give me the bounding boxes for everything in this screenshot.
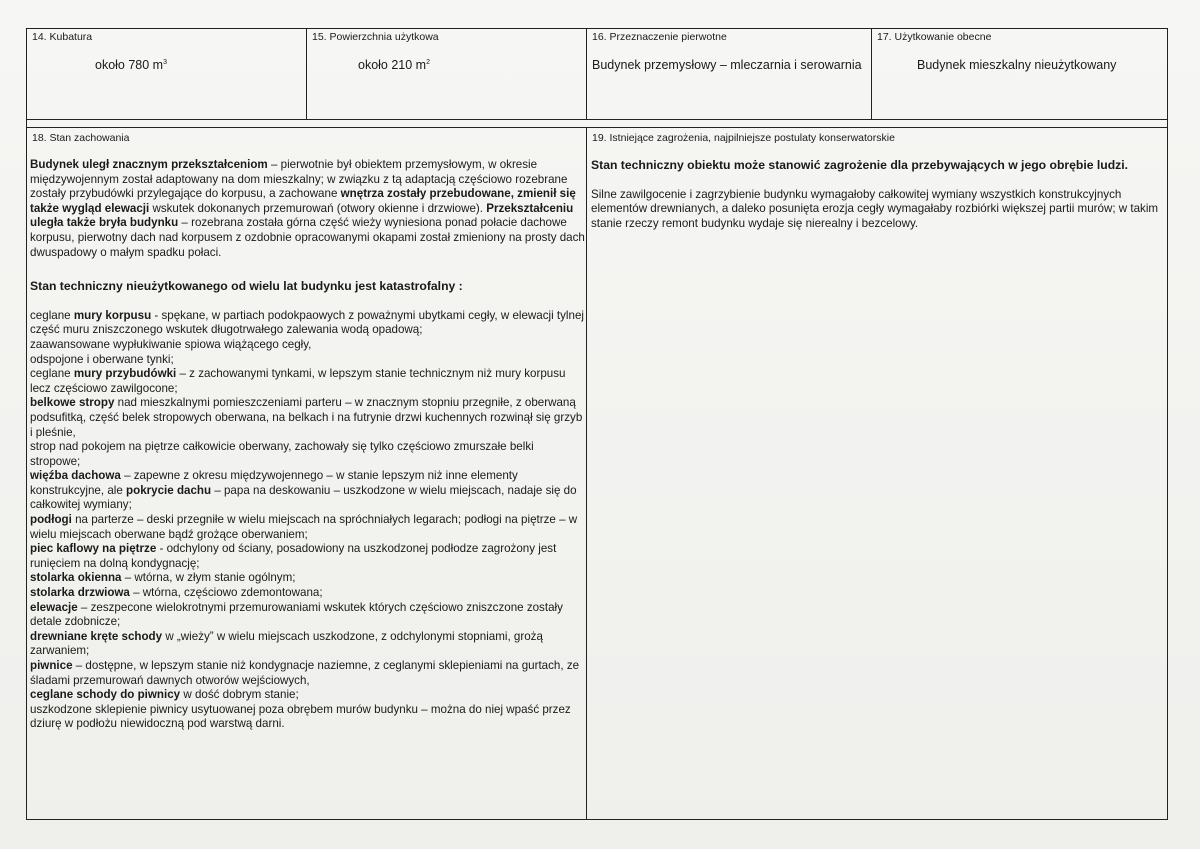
bold-term: Przekształceniu uległa także bryła budynku xyxy=(30,201,574,230)
bold-term: elewacje xyxy=(30,600,78,614)
bold-term: piwnice xyxy=(30,659,73,672)
condition-list xyxy=(30,309,586,732)
text-run: zaawansowane wypłukiwanie spiowa wiążącego cegły, xyxy=(30,337,312,351)
text-run: – wtórna, częściowo zdemontowana; xyxy=(129,586,323,600)
list-item xyxy=(30,659,586,688)
bold-term: ceglane schody do piwnicy xyxy=(30,688,181,702)
list-item xyxy=(30,571,586,586)
list-item xyxy=(30,630,586,659)
text-run: – rozebrana została górna część wieży wyniesiona ponad połacie dachowe korpusu, pierwotny dach nad korpusem z ozdobnie opracowanymi okapami został zmieniony na prosty dach dwuspadowy o małym spadku połaci. xyxy=(30,216,585,259)
list-item xyxy=(30,367,586,396)
field-value: około 210 $m^2$ xyxy=(358,58,431,72)
section18-body xyxy=(30,158,586,732)
text-run: uszkodzone sklepienie piwnicy usytuowanej poza obrębem murów budynku – można do niej wpaść przez dziurę w podłożu niewidoczną pod warstwą darni. xyxy=(30,702,571,731)
bold-term: drewniane kręte schody xyxy=(30,629,163,643)
divider-18-19 xyxy=(586,127,587,819)
list-item xyxy=(30,513,586,542)
cell-kubatura xyxy=(26,28,306,119)
list-item xyxy=(30,586,586,601)
bold-term: podłogi xyxy=(30,513,72,527)
bold-term: Budynek uległ znacznym przekształceniom xyxy=(30,158,268,171)
field-label: 14. Kubatura xyxy=(32,31,93,43)
threat-paragraph: Silne zawilgocenie i zagrzybienie budynku wymagałoby całkowitej wymiany wszystkich konstrukcyjnych elementów drewnianych, a daleko posunięta erozja cegły wymagałaby rozbiórki większej partii murów; w takim stanie rzeczy remont budynku wydaje się nierealny i bezcelowy. xyxy=(591,187,1159,230)
text-run: – pierwotnie był obiektem przemysłowym, w okresie międzywojennym został adaptowany na dom mieszkalny; w związku z tą adaptacją częściowo rozebrane zostały przybudówki przylegające do korpusu, a zachowane xyxy=(30,158,568,201)
text-run: – dostępne, w lepszym stanie niż kondygnacje naziemne, z ceglanymi sklepieniami na gurtach, ze śladami przemurowań dawnych otworów wejściowych, xyxy=(30,659,580,687)
text-run: w „wieży” w wielu miejscach uszkodzone, z odchylonymi stopniami, grożą zarwaniem; xyxy=(30,629,543,658)
threat-heading: Stan techniczny obiektu może stanowić zagrożenie dla przebywających w jego obrębie ludzi. xyxy=(591,158,1129,172)
cell-uzytkowanie xyxy=(871,28,1167,119)
text-run: – wtórna, w złym stanie ogólnym; xyxy=(121,571,296,585)
table-bottom-border xyxy=(26,819,1168,820)
field-value: Budynek mieszkalny nieużytkowany xyxy=(917,58,1117,72)
text-run: ceglane xyxy=(30,367,74,381)
bold-term: mury korpusu xyxy=(73,308,152,322)
bold-term: wnętrza zostały przebudowane, zmienił się także wygląd elewacji xyxy=(30,187,576,215)
text-run: ceglane xyxy=(30,308,74,322)
text-run: wskutek dokonanych przemurowań (otwory okienne i drzwiowe). xyxy=(149,201,487,215)
field-value: około 780 $m^3$ xyxy=(95,58,168,72)
text-run: w dość dobrym stanie; xyxy=(180,688,299,702)
list-item xyxy=(30,309,586,338)
condition-heading: Stan techniczny nieużytkowanego od wielu lat budynku jest katastrofalny : xyxy=(30,279,463,294)
section18-label: 18. Stan zachowania xyxy=(32,132,130,144)
text-run: na parterze – deski przegniłe w wielu miejscach na spróchniałych legarach; podłogi na piętrze – w wielu miejscach oberwane bądź grożące oberwaniem; xyxy=(30,513,578,541)
text-run: strop nad pokojem na piętrze całkowicie oberwany, zachowały się tylko częściowo zmurszałe belki stropowe; xyxy=(30,440,534,468)
list-item xyxy=(30,601,586,630)
intro-paragraph xyxy=(30,158,586,260)
list-item xyxy=(30,688,586,703)
bold-term: stolarka drzwiowa xyxy=(30,586,130,600)
list-item xyxy=(30,353,586,368)
bold-term: stolarka okienna xyxy=(30,571,122,585)
bold-term: belkowe stropy xyxy=(30,396,115,410)
right-border xyxy=(1167,28,1168,819)
text-run: - spękane, w partiach podokpaowych z poważnymi ubytkami cegły, w elewacji tylnej część muru zniszczonego wskutek długotrwałego zalewania wodą opadową; xyxy=(30,308,584,337)
text-run: nad mieszkalnymi pomieszczeniami parteru – w znacznym stopniu przegniłe, z oberwaną podsufitką, część belek stropowych oberwana, na belkach i na futrynie drzwi kuchennych rozwinął się grzyb i pleśnie, xyxy=(30,396,583,439)
left-border xyxy=(26,28,27,819)
list-item xyxy=(30,469,586,513)
cell-przeznaczenie xyxy=(586,28,871,119)
bold-term: więźba dachowa xyxy=(30,469,121,483)
row2-top-border xyxy=(26,127,1168,128)
row1-bottom-border xyxy=(26,119,1168,120)
section19-body xyxy=(591,158,1171,231)
field-label: 17. Użytkowanie obecne xyxy=(877,31,992,43)
text-run: – zeszpecone wielokrotnymi przemurowaniami wskutek których częściowo zniszczone zostały detale zdobnicze; xyxy=(30,600,563,629)
list-item xyxy=(30,396,586,440)
text-run: – papa na deskowaniu – uszkodzone w wielu miejscach, nadaje się do całkowitej wymiany; xyxy=(30,483,577,512)
bold-term: piec kaflowy na piętrze xyxy=(30,542,157,556)
text-run: – zapewne z okresu międzywojennego – w stanie lepszym niż inne elementy konstrukcyjne, ale xyxy=(30,469,518,497)
field-value: Budynek przemysłowy – mleczarnia i serowarnia xyxy=(592,58,862,72)
list-item xyxy=(30,703,586,732)
cell-powierzchnia xyxy=(306,28,586,119)
bold-term: pokrycie dachu xyxy=(126,483,212,497)
text-run: – z zachowanymi tynkami, w lepszym stanie technicznym niż mury korpusu lecz częściowo zawilgocone; xyxy=(30,367,566,395)
list-item xyxy=(30,440,586,469)
field-label: 16. Przeznaczenie pierwotne xyxy=(592,31,727,43)
section19-label: 19. Istniejące zagrożenia, najpilniejsze postulaty konserwatorskie xyxy=(592,132,895,144)
text-run: odspojone i oberwane tynki; xyxy=(30,352,174,366)
list-item xyxy=(30,542,586,571)
bold-term: mury przybudówki xyxy=(73,367,177,381)
list-item xyxy=(30,338,586,353)
text-run: - odchylony od ściany, posadowiony na uszkodzonej podłodze zagrożony jest runięciem na dolną kondygnację; xyxy=(30,542,557,570)
field-label: 15. Powierzchnia użytkowa xyxy=(312,31,439,43)
